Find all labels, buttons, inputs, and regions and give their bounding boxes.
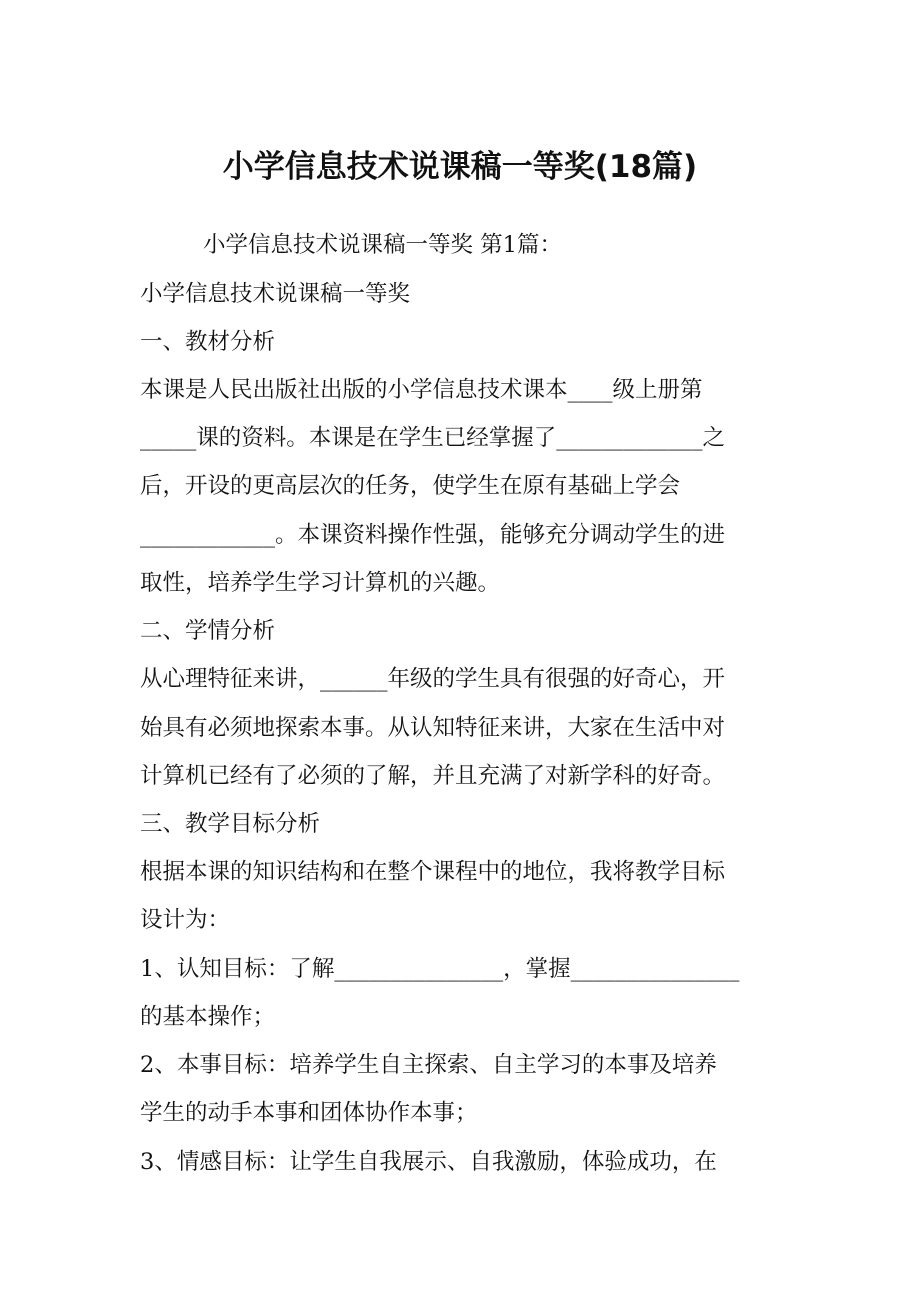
paragraph-line: ____________。本课资料操作性强，能够充分调动学生的进 (140, 522, 726, 548)
paragraph-line: 取性，培养学生学习计算机的兴趣。 (140, 570, 501, 596)
list-item-line: 1、认知目标：了解_______________，掌握_______________ (140, 956, 740, 982)
list-item-line: 的基本操作； (140, 1004, 276, 1030)
paragraph-line: 从心理特征来讲，______年级的学生具有很强的好奇心，开 (140, 666, 726, 692)
paragraph-line: 根据本课的知识结构和在整个课程中的地位，我将教学目标 (140, 859, 726, 885)
paragraph-line: _____课的资料。本课是在学生已经掌握了_____________之 (140, 425, 726, 451)
list-item-line: 2、本事目标：培养学生自主探索、自主学习的本事及培养 (140, 1052, 717, 1078)
paragraph-line: 计算机已经有了必须的了解，并且充满了对新学科的好奇。 (140, 763, 726, 789)
section-heading: 三、教学目标分析 (140, 811, 321, 837)
paragraph-line: 始具有必须地探索本事。从认知特征来讲，大家在生活中对 (140, 715, 726, 741)
section-heading-part-1: 小学信息技术说课稿一等奖 第1篇： (203, 232, 562, 258)
section-heading: 二、学情分析 (140, 618, 276, 644)
section-heading: 一、教材分析 (140, 329, 276, 355)
list-item-line: 3、情感目标：让学生自我展示、自我激励，体验成功，在 (140, 1149, 717, 1175)
paragraph-line: 小学信息技术说课稿一等奖 (140, 281, 411, 307)
paragraph-line: 后，开设的更高层次的任务，使学生在原有基础上学会 (140, 473, 681, 499)
paragraph-line: 本课是人民出版社出版的小学信息技术课本____级上册第 (140, 377, 703, 403)
document-title: 小学信息技术说课稿一等奖(18篇) (222, 149, 698, 185)
paragraph-line: 设计为： (140, 907, 231, 933)
list-item-line: 学生的动手本事和团体协作本事； (140, 1100, 478, 1126)
